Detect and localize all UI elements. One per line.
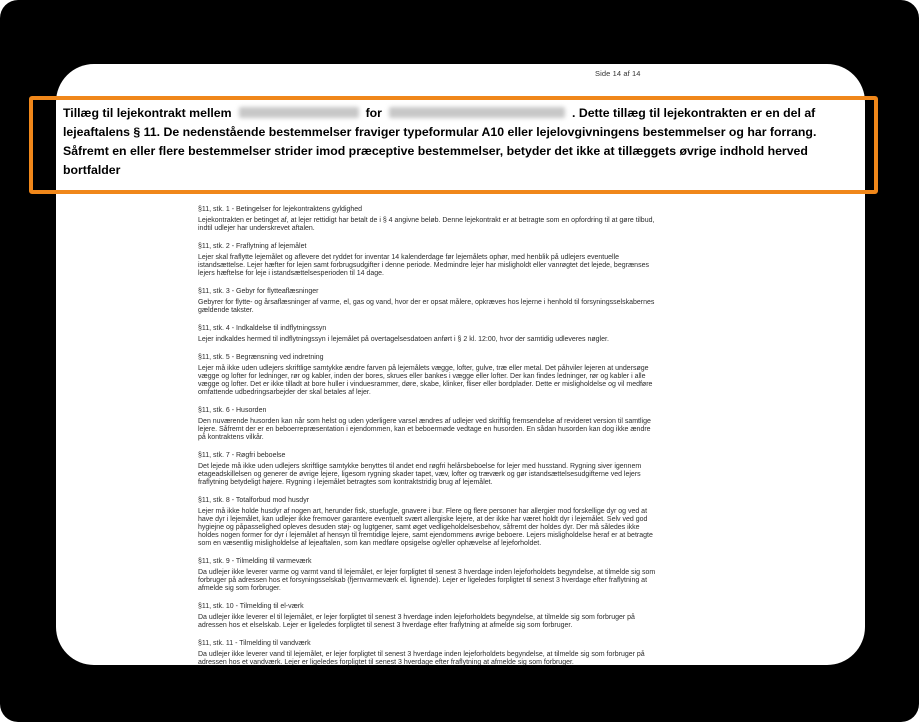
- section-body: Da udlejer ikke leverer vand til lejemålet, er lejer forpligtet til senest 3 hverdage inden lejeforholdets begyndelse, at tilmelde sig som forbruger på adressen hos et vandværk. Lejer er ligeledes forpligtet til senest 3 hverdage efter fraflytning at afmelde sig som forbruger.: [198, 651, 645, 665]
- section-title: §11, stk. 11 - Tilmelding til vandværk: [198, 640, 311, 647]
- section-body: Da udlejer ikke leverer varme og varmt vand til lejemålet, er lejer forpligtet til senest 3 hverdage inden lejeforholdets begyndelse, at tilmelde sig som forbruger på adressen hos et forsyningsselskab (fjernvarmeværk el. lignende). Lejer er ligeledes forpligtet til senest 3 hverdage efter fraflytning at afmelde sig som forbruger.: [198, 569, 656, 592]
- contract-section: [198, 288, 656, 315]
- contract-section: [198, 558, 656, 593]
- document-page: [56, 64, 865, 665]
- intro-text-mid: for: [365, 106, 382, 120]
- contract-section: [198, 603, 656, 630]
- section-body: Lejer skal fraflytte lejemålet og aflevere det ryddet for inventar 14 kalenderdage før lejemålets ophør, med henblik på udlejers eventuelle istandsættelse. Lejer hæfter for lejen samt forbrugsudgifter i denne periode. Medmindre lejer har misligholdt eller vanrøgtet det lejede, begrænses lejers hæftelse for leje i istandsættelsesperioden til 14 dage.: [198, 254, 649, 277]
- section-body: Lejer indkaldes hermed til indflytningssyn i lejemålet på overtagelsesdatoen anført i § 2 kl. 12:00, hvor der samtidig udleveres nøgler.: [198, 336, 609, 343]
- contract-section: [198, 243, 656, 278]
- contract-section: [198, 407, 656, 442]
- section-title: §11, stk. 2 - Fraflytning af lejemålet: [198, 243, 307, 250]
- contract-section: [198, 206, 656, 233]
- section-title: §11, stk. 1 - Betingelser for lejekontraktens gyldighed: [198, 206, 363, 213]
- section-body: Den nuværende husorden kan når som helst og uden yderligere varsel ændres af udlejer ved skriftlig fremsendelse af revideret version til samtlige lejere. Såfremt der er en beboerrepræsentation i ejendommen, kan et beboermøde vedtage en husorden. En sådan husorden kan dog ikke ændre på kontraktens vilkår.: [198, 418, 651, 441]
- section-body: Lejer må ikke uden udlejers skriftlige samtykke ændre farven på lejemålets vægge, lofter, gulve, træ eller metal. Det påhviler lejeren at undersøge vægge og lofter for ledninger, rør og kabler, inden der bores, skrues eller bankes i vægge eller lofter. Der kan findes ledninger, rør og kabler i alle vægge og lofter. Det er ikke tilladt at bore huller i vinduesrammer, døre, skabe, klinker, fliser eller bordplader. Dette er misligholdelse og vil medføre omfattende udbedringsarbejder der skal betales af lejer.: [198, 365, 653, 396]
- contract-section: [198, 497, 656, 548]
- section-title: §11, stk. 10 - Tilmelding til el-værk: [198, 603, 304, 610]
- contract-section: [198, 452, 656, 487]
- contract-intro: [63, 104, 863, 180]
- section-body: Da udlejer ikke leverer el til lejemålet, er lejer forpligtet til senest 3 hverdage inden lejeforholdets begyndelse, at tilmelde sig som forbruger på adressen hos et elselskab. Lejer er ligeledes forpligtet til senest 3 hverdage efter fraflytning at afmelde sig som forbruger.: [198, 614, 635, 629]
- section-title: §11, stk. 9 - Tilmelding til varmeværk: [198, 558, 312, 565]
- contract-section: [198, 640, 656, 665]
- section-title: §11, stk. 3 - Gebyr for flytteaflæsninger: [198, 288, 319, 295]
- section-title: §11, stk. 7 - Røgfri beboelse: [198, 452, 286, 459]
- intro-text-pre: Tillæg til lejekontrakt mellem: [63, 106, 232, 120]
- section-title: §11, stk. 4 - Indkaldelse til indflytningssyn: [198, 325, 327, 332]
- section-title: §11, stk. 8 - Totalforbud mod husdyr: [198, 497, 310, 504]
- page-number: Side 14 af 14: [595, 69, 641, 78]
- section-body: Lejer må ikke holde husdyr af nogen art, herunder fisk, stuefugle, gnavere i bur. Flere og flere personer har allergier mod forskellige dyr og ved at have dyr i lejemålet, kan udlejer ikke fremover garantere eventuelt svært allergiske lejere, at der ikke har været holdt dyr i lejemålet. Selv ved god hygiejne og påpasselighed opleves desuden støj- og lugtgener, samt øget vedligeholdelsesbehov, såfremt der holdes dyr. Der må således ikke holdes nogen former for dyr i lejemålet af hensyn til fremtidige lejere, samt ejendommens øvrige beboere. Lejers misligholdelse heraf er at betragte som en væsentlig misligholdelse af lejeaftalen, som kan medføre opsigelse og/eller ophævelse af lejeforholdet.: [198, 508, 653, 547]
- contract-section: [198, 354, 656, 397]
- redacted-party-name: [239, 107, 359, 118]
- redacted-property-name: [389, 107, 565, 118]
- contract-section: [198, 325, 656, 344]
- section-body: Gebyrer for flytte- og årsaflæsninger af varme, el, gas og vand, hvor der er opsat målere, opkræves hos lejerne i henhold til forsyningsselskabernes gældende takster.: [198, 299, 655, 314]
- section-body: Lejekontrakten er betinget af, at lejer rettidigt har betalt de i § 4 angivne beløb. Denne lejekontrakt er at betragte som en opfordring til at gøre tilbud, indtil udlejer har underskrevet aftalen.: [198, 217, 655, 232]
- section-title: §11, stk. 5 - Begrænsning ved indretning: [198, 354, 324, 361]
- section-body: Det lejede må ikke uden udlejers skriftlige samtykke benyttes til andet end røgfri helårsbeboelse for lejer med husstand. Rygning siver igennem etageadskillelsen og generer de øvrige lejere, ligesom rygning skader tapet, væv, lofter og træværk og gør istandsættelsesudgifterne ved lejers fraflytning betydeligt højere. Rygning i lejemålet betragtes som kontraktstridig brug af lejemålet.: [198, 463, 642, 486]
- intro-text-rest: . Dette tillæg til lejekontrakten er en del af lejeaftalens § 11. De nedenstående bestemmelser fraviger typeformular A10 eller lejelovgivningens bestemmelser og har forrang. Såfremt en eller flere bestemmelser strider imod præceptive bestemmelser, betyder det ikke at tillæggets øvrige indhold herved bortfalder: [63, 106, 817, 177]
- section-title: §11, stk. 6 - Husorden: [198, 407, 267, 414]
- sections-column: [198, 206, 656, 665]
